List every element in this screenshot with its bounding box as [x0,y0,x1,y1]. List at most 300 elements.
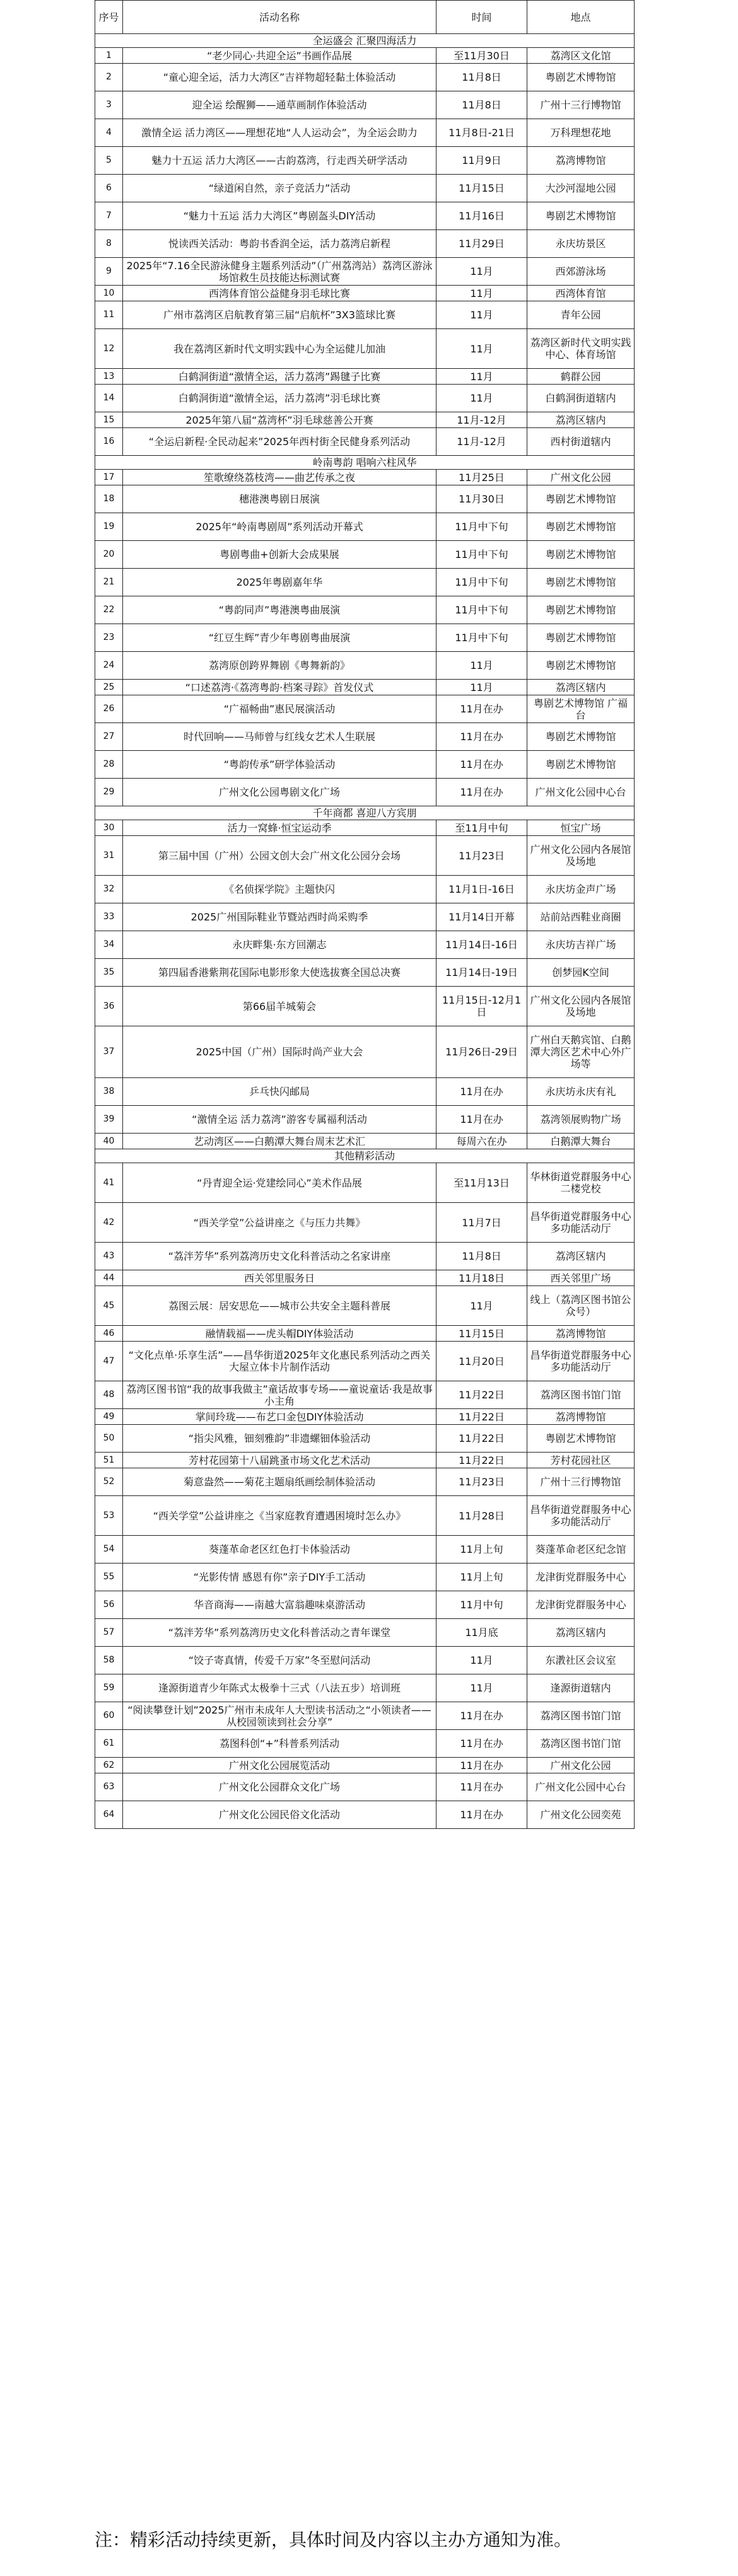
table-row [95,596,635,624]
row-index: 48 [95,1381,123,1409]
row-index: 35 [95,959,123,987]
row-index: 18 [95,485,123,513]
activity-name: “荔泮芳华”系列荔湾历史文化科普活动之名家讲座 [123,1243,436,1270]
activity-name: 菊意盎然——菊花主题扇纸画绘制体验活动 [123,1468,436,1496]
activity-location: 荔湾博物馆 [527,147,635,175]
row-index: 56 [95,1591,123,1619]
activity-location: 荔湾区新时代文明实践中心、体育场馆 [527,329,635,369]
table-row [95,751,635,779]
row-index: 33 [95,903,123,931]
activity-name: “阅读攀登计划”2025广州市未成年人大型读书活动之“小领读者——从校园领读到社会分享” [123,1702,436,1730]
activity-time: 11月22日 [436,1381,527,1409]
table-row [95,1564,635,1591]
row-index: 49 [95,1409,123,1425]
activity-time: 11月中下旬 [436,596,527,624]
table-row [95,820,635,836]
row-index: 62 [95,1758,123,1773]
row-index: 59 [95,1674,123,1702]
row-index: 57 [95,1619,123,1647]
activity-time: 11月在办 [436,1801,527,1829]
activity-name: “老少同心·共迎全运”书画作品展 [123,48,436,64]
row-index: 17 [95,470,123,485]
table-row [95,485,635,513]
activity-time: 11月底 [436,1619,527,1647]
table-row [95,91,635,119]
activity-location: 广州白天鹅宾馆、白鹅潭大湾区艺术中心外广场等 [527,1026,635,1078]
activity-time: 11月在办 [436,1106,527,1134]
table-row [95,1801,635,1829]
activity-time: 11月上旬 [436,1564,527,1591]
row-index: 36 [95,987,123,1026]
activity-location: 粤剧艺术博物馆 [527,723,635,751]
activity-time: 11月22日 [436,1453,527,1468]
activity-name: 融情载福——虎头帽DIY体验活动 [123,1326,436,1342]
activity-location: 西村街道辖内 [527,428,635,456]
activity-time: 11月15日 [436,175,527,202]
table-header-row [95,1,635,34]
activity-time: 11月 [436,286,527,301]
row-index: 13 [95,369,123,385]
activity-time: 11月30日 [436,485,527,513]
activity-time: 11月在办 [436,695,527,723]
table-row [95,1591,635,1619]
row-index: 25 [95,680,123,695]
section-header-row [95,456,635,470]
activity-time: 11月25日 [436,470,527,485]
table-row [95,513,635,541]
row-index: 20 [95,541,123,569]
activity-name: 2025广州国际鞋业节暨站西时尚采购季 [123,903,436,931]
activity-name: 西关邻里服务日 [123,1270,436,1286]
activity-location: 东漖社区会议室 [527,1647,635,1674]
activity-name: 广州文化公园粤剧文化广场 [123,779,436,806]
table-row [95,695,635,723]
row-index: 30 [95,820,123,836]
activity-time: 11月14日-19日 [436,959,527,987]
activity-time: 11月14日-16日 [436,931,527,959]
table-row [95,1536,635,1564]
table-row [95,470,635,485]
activity-name: “饺子寄真情，传爱千万家”冬至慰问活动 [123,1647,436,1674]
table-row [95,369,635,385]
table-row [95,541,635,569]
activity-name: 2025年“7.16全民游泳健身主题系列活动”（广州荔湾站）荔湾区游泳场馆救生员技能达标测试赛 [123,258,436,286]
activity-location: 粤剧艺术博物馆 [527,64,635,91]
activity-time: 11月在办 [436,1702,527,1730]
activity-name: “粤韵同声”粤港澳粤曲展演 [123,596,436,624]
activity-name: 粤剧粤曲+创新大会成果展 [123,541,436,569]
activity-name: “魅力十五运 活力大湾区”粤剧盔头DIY活动 [123,202,436,230]
activity-name: 第66届羊城菊会 [123,987,436,1026]
table-row [95,1203,635,1243]
activity-name: “广福畅曲”惠民展演活动 [123,695,436,723]
activity-time: 11月8日-21日 [436,119,527,147]
table-row [95,876,635,903]
activity-time: 11月15日 [436,1326,527,1342]
row-index: 14 [95,385,123,412]
row-index: 7 [95,202,123,230]
activity-time: 11月22日 [436,1425,527,1453]
activity-name: “光影传情 感恩有你”亲子DIY手工活动 [123,1564,436,1591]
activity-time: 11月 [436,652,527,680]
section-title: 千年商都 喜迎八方宾朋 [95,806,635,820]
activity-location: 粤剧艺术博物馆 [527,513,635,541]
activity-location: 万科理想花地 [527,119,635,147]
activity-time: 11月中下旬 [436,624,527,652]
activity-name: 第四届香港紫荆花国际电影形象大使选拔赛全国总决赛 [123,959,436,987]
activity-location: 青年公园 [527,301,635,329]
table-row [95,329,635,369]
table-row [95,1496,635,1536]
event-schedule-document [95,0,634,1829]
section-header-row [95,806,635,820]
activity-location: 荔湾区图书馆门馆 [527,1702,635,1730]
activity-name: 广州文化公园民俗文化活动 [123,1801,436,1829]
table-row [95,959,635,987]
activity-name: 第三届中国（广州）公园文创大会广州文化公园分会场 [123,836,436,876]
activity-location: 逢源街道辖内 [527,1674,635,1702]
activity-name: 迎全运 绘醒狮——通草画制作体验活动 [123,91,436,119]
activity-name: “西关学堂”公益讲座之《与压力共舞》 [123,1203,436,1243]
row-index: 8 [95,230,123,258]
activity-time: 11月 [436,369,527,385]
activity-time: 11月中旬 [436,1591,527,1619]
row-index: 46 [95,1326,123,1342]
activity-time: 11月8日 [436,64,527,91]
table-row [95,412,635,428]
row-index: 11 [95,301,123,329]
row-index: 34 [95,931,123,959]
row-index: 19 [95,513,123,541]
activity-location: 荔湾区图书馆门馆 [527,1730,635,1758]
row-index: 37 [95,1026,123,1078]
activity-location: 粤剧艺术博物馆 [527,1425,635,1453]
activity-name: 悦读西关活动：粤韵书香润全运，活力荔湾启新程 [123,230,436,258]
activity-name: 西湾体育馆公益健身羽毛球比赛 [123,286,436,301]
activity-name: 荔湾原创跨界舞剧《粤舞新韵》 [123,652,436,680]
activity-time: 11月 [436,680,527,695]
activity-name: 激情全运 活力湾区——理想花地“人人运动会”，为全运会助力 [123,119,436,147]
activity-location: 广州十三行博物馆 [527,1468,635,1496]
activity-location: 粤剧艺术博物馆 [527,541,635,569]
table-row [95,1270,635,1286]
table-row [95,779,635,806]
activity-name: 芳村花园第十八届跳蚤市场文化艺术活动 [123,1453,436,1468]
activity-name: 荔图科创“+”科普系列活动 [123,1730,436,1758]
section-header-row [95,1149,635,1163]
activity-location: 广州文化公园奕苑 [527,1801,635,1829]
row-index: 58 [95,1647,123,1674]
activity-time: 每周六在办 [436,1134,527,1149]
activity-time: 11月 [436,301,527,329]
activity-location: 荔湾区辖内 [527,680,635,695]
activity-time: 11月20日 [436,1342,527,1381]
table-row [95,569,635,596]
activity-location: 荔湾领展购物广场 [527,1106,635,1134]
row-index: 9 [95,258,123,286]
activity-time: 11月在办 [436,723,527,751]
activity-location: 荔湾博物馆 [527,1326,635,1342]
table-row [95,48,635,64]
table-row [95,652,635,680]
activity-time: 11月-12月 [436,428,527,456]
row-index: 12 [95,329,123,369]
activity-name: 2025年粤剧嘉年华 [123,569,436,596]
activity-name: 穗港澳粤剧日展演 [123,485,436,513]
row-index: 23 [95,624,123,652]
activity-location: 大沙河湿地公园 [527,175,635,202]
activity-location: 创梦园K空间 [527,959,635,987]
activity-location: 龙津街党群服务中心 [527,1564,635,1591]
row-index: 29 [95,779,123,806]
activity-location: 昌华街道党群服务中心多功能活动厅 [527,1496,635,1536]
activity-location: 恒宝广场 [527,820,635,836]
row-index: 47 [95,1342,123,1381]
activity-name: 活力一窝蜂·恒宝运动季 [123,820,436,836]
activity-name: 广州文化公园展览活动 [123,1758,436,1773]
activity-name: “指尖风雅，钿刻雅韵”非遗螺钿体验活动 [123,1425,436,1453]
section-title: 全运盛会 汇聚四海活力 [95,34,635,48]
activity-location: 永庆坊景区 [527,230,635,258]
table-row [95,1425,635,1453]
activity-location: 葵蓬革命老区纪念馆 [527,1536,635,1564]
activity-time: 11月15日-12月1日 [436,987,527,1026]
activity-time: 11月在办 [436,751,527,779]
row-index: 24 [95,652,123,680]
activity-time: 11月 [436,258,527,286]
activity-name: 笙歌缭绕荔枝湾——曲艺传承之夜 [123,470,436,485]
activity-location: 粤剧艺术博物馆 [527,485,635,513]
row-index: 44 [95,1270,123,1286]
activity-location: 粤剧艺术博物馆 [527,751,635,779]
activity-name: “红豆生辉”青少年粤剧粤曲展演 [123,624,436,652]
table-row [95,230,635,258]
activity-time: 至11月13日 [436,1163,527,1203]
row-index: 1 [95,48,123,64]
row-index: 52 [95,1468,123,1496]
activity-name: 白鹤洞街道“激情全运，活力荔湾”踢毽子比赛 [123,369,436,385]
activity-name: 华音商海——南越大富翁趣味桌游活动 [123,1591,436,1619]
header-activity-name: 活动名称 [123,1,436,34]
row-index: 26 [95,695,123,723]
activity-location: 广州文化公园 [527,1758,635,1773]
activity-name: 葵蓬革命老区红色打卡体验活动 [123,1536,436,1564]
table-row [95,1381,635,1409]
activity-location: 广州文化公园内各展馆及场地 [527,836,635,876]
activity-name: “丹青迎全运·党建绘同心”美术作品展 [123,1163,436,1203]
activity-location: 永庆坊金声广场 [527,876,635,903]
activity-time: 11月 [436,329,527,369]
row-index: 39 [95,1106,123,1134]
table-row [95,987,635,1026]
activity-name: 2025年第八届“荔湾杯”羽毛球慈善公开赛 [123,412,436,428]
activity-time: 11月26日-29日 [436,1026,527,1078]
table-row [95,931,635,959]
activity-location: 西郊游泳场 [527,258,635,286]
row-index: 53 [95,1496,123,1536]
activity-location: 永庆坊永庆有礼 [527,1078,635,1106]
table-row [95,1647,635,1674]
row-index: 15 [95,412,123,428]
activity-name: 时代回响——马师曾与红线女艺术人生联展 [123,723,436,751]
table-body [95,34,635,1829]
row-index: 5 [95,147,123,175]
activity-time: 11月23日 [436,1468,527,1496]
row-index: 2 [95,64,123,91]
activity-time: 11月上旬 [436,1536,527,1564]
table-row [95,680,635,695]
activity-location: 西湾体育馆 [527,286,635,301]
activity-name: 艺动湾区——白鹅潭大舞台周末艺术汇 [123,1134,436,1149]
activity-time: 11月7日 [436,1203,527,1243]
activity-location: 荔湾区辖内 [527,412,635,428]
table-row [95,1702,635,1730]
row-index: 32 [95,876,123,903]
row-index: 43 [95,1243,123,1270]
activity-location: 粤剧艺术博物馆 [527,624,635,652]
activity-location: 荔湾博物馆 [527,1409,635,1425]
activity-time: 11月29日 [436,230,527,258]
table-row [95,175,635,202]
activity-name: 魅力十五运 活力大湾区——古韵荔湾，行走西关研学活动 [123,147,436,175]
activity-time: 11月中下旬 [436,513,527,541]
activity-time: 11月在办 [436,1078,527,1106]
table-row [95,1409,635,1425]
activity-location: 广州文化公园中心台 [527,1773,635,1801]
activity-name: 荔图云展：居安思危——城市公共安全主题科普展 [123,1286,436,1326]
activity-time: 11月 [436,1647,527,1674]
activity-time: 11月9日 [436,147,527,175]
activity-location: 广州文化公园 [527,470,635,485]
activity-name: 2025年“岭南粤剧周”系列活动开幕式 [123,513,436,541]
activity-name: 白鹤洞街道“激情全运，活力荔湾”羽毛球比赛 [123,385,436,412]
activity-time: 11月14日开幕 [436,903,527,931]
activity-location: 荔湾区辖内 [527,1619,635,1647]
row-index: 28 [95,751,123,779]
table-row [95,385,635,412]
activity-time: 至11月30日 [436,48,527,64]
activity-name: 荔湾区图书馆“我的故事我做主”童话故事专场——童说童话·我是故事小主角 [123,1381,436,1409]
activity-name: “全运启新程·全民动起来”2025年西村街全民健身系列活动 [123,428,436,456]
row-index: 55 [95,1564,123,1591]
activity-location: 华林街道党群服务中心二楼党校 [527,1163,635,1203]
row-index: 6 [95,175,123,202]
activity-time: 11月28日 [436,1496,527,1536]
table-row [95,1342,635,1381]
table-row [95,1286,635,1326]
activity-name: “激情全运 活力荔湾”游客专属福利活动 [123,1106,436,1134]
activity-name: “文化点单·乐享生活”——昌华街道2025年文化惠民系列活动之西关大屋立体卡片制作活动 [123,1342,436,1381]
table-row [95,903,635,931]
activity-name: “粤韵传承”研学体验活动 [123,751,436,779]
table-row [95,1243,635,1270]
activity-time: 11月中下旬 [436,569,527,596]
row-index: 16 [95,428,123,456]
table-row [95,1758,635,1773]
table-row [95,1468,635,1496]
activity-location: 芳村花园社区 [527,1453,635,1468]
row-index: 22 [95,596,123,624]
activity-time: 11月18日 [436,1270,527,1286]
header-time: 时间 [436,1,527,34]
activity-name: 《名侦探学院》主题快闪 [123,876,436,903]
table-row [95,428,635,456]
table-row [95,147,635,175]
table-row [95,64,635,91]
activity-location: 站前站西鞋业商圈 [527,903,635,931]
table-row [95,1730,635,1758]
row-index: 31 [95,836,123,876]
table-row [95,1163,635,1203]
table-row [95,301,635,329]
row-index: 4 [95,119,123,147]
activity-location: 粤剧艺术博物馆 广福台 [527,695,635,723]
activity-location: 广州文化公园中心台 [527,779,635,806]
activity-location: 西关邻里广场 [527,1270,635,1286]
activity-location: 荔湾区图书馆门馆 [527,1381,635,1409]
activity-time: 11月16日 [436,202,527,230]
activity-location: 昌华街道党群服务中心多功能活动厅 [527,1342,635,1381]
activity-time: 至11月中旬 [436,820,527,836]
activity-time: 11月-12月 [436,412,527,428]
row-index: 45 [95,1286,123,1326]
table-row [95,1674,635,1702]
footnote: 注：精彩活动持续更新，具体时间及内容以主办方通知为准。 [95,2529,572,2550]
row-index: 27 [95,723,123,751]
table-row [95,1134,635,1149]
activity-location: 荔湾区文化馆 [527,48,635,64]
activity-name: 乒乓快闪邮局 [123,1078,436,1106]
activity-name: “西关学堂”公益讲座之《当家庭教育遭遇困境时怎么办》 [123,1496,436,1536]
section-title: 其他精彩活动 [95,1149,635,1163]
activity-time: 11月22日 [436,1409,527,1425]
table-row [95,202,635,230]
activity-name: “口述荔湾·《荔湾粤韵·档案寻踪》首发仪式 [123,680,436,695]
activity-location: 广州十三行博物馆 [527,91,635,119]
activity-location: 粤剧艺术博物馆 [527,652,635,680]
table-row [95,1078,635,1106]
activity-name: 逢源街道青少年陈式太极拳十三式（八法五步）培训班 [123,1674,436,1702]
activity-location: 粤剧艺术博物馆 [527,569,635,596]
activity-time: 11月在办 [436,1730,527,1758]
activity-location: 粤剧艺术博物馆 [527,596,635,624]
row-index: 51 [95,1453,123,1468]
activity-name: 永庆畔集·东方回潮志 [123,931,436,959]
activity-time: 11月1日-16日 [436,876,527,903]
activity-name: 广州市荔湾区启航教育第三届“启航杯”3X3篮球比赛 [123,301,436,329]
row-index: 10 [95,286,123,301]
row-index: 64 [95,1801,123,1829]
activity-name: 我在荔湾区新时代文明实践中心为全运健儿加油 [123,329,436,369]
activity-location: 鹤群公园 [527,369,635,385]
activity-time: 11月在办 [436,1773,527,1801]
table-row [95,1106,635,1134]
activity-name: 广州文化公园群众文化广场 [123,1773,436,1801]
header-location: 地点 [527,1,635,34]
row-index: 21 [95,569,123,596]
activity-time: 11月中下旬 [436,541,527,569]
activity-time: 11月8日 [436,1243,527,1270]
row-index: 3 [95,91,123,119]
activity-time: 11月 [436,1286,527,1326]
table-row [95,286,635,301]
row-index: 54 [95,1536,123,1564]
activity-time: 11月 [436,1674,527,1702]
table-row [95,723,635,751]
activity-location: 昌华街道党群服务中心多功能活动厅 [527,1203,635,1243]
row-index: 63 [95,1773,123,1801]
row-index: 61 [95,1730,123,1758]
